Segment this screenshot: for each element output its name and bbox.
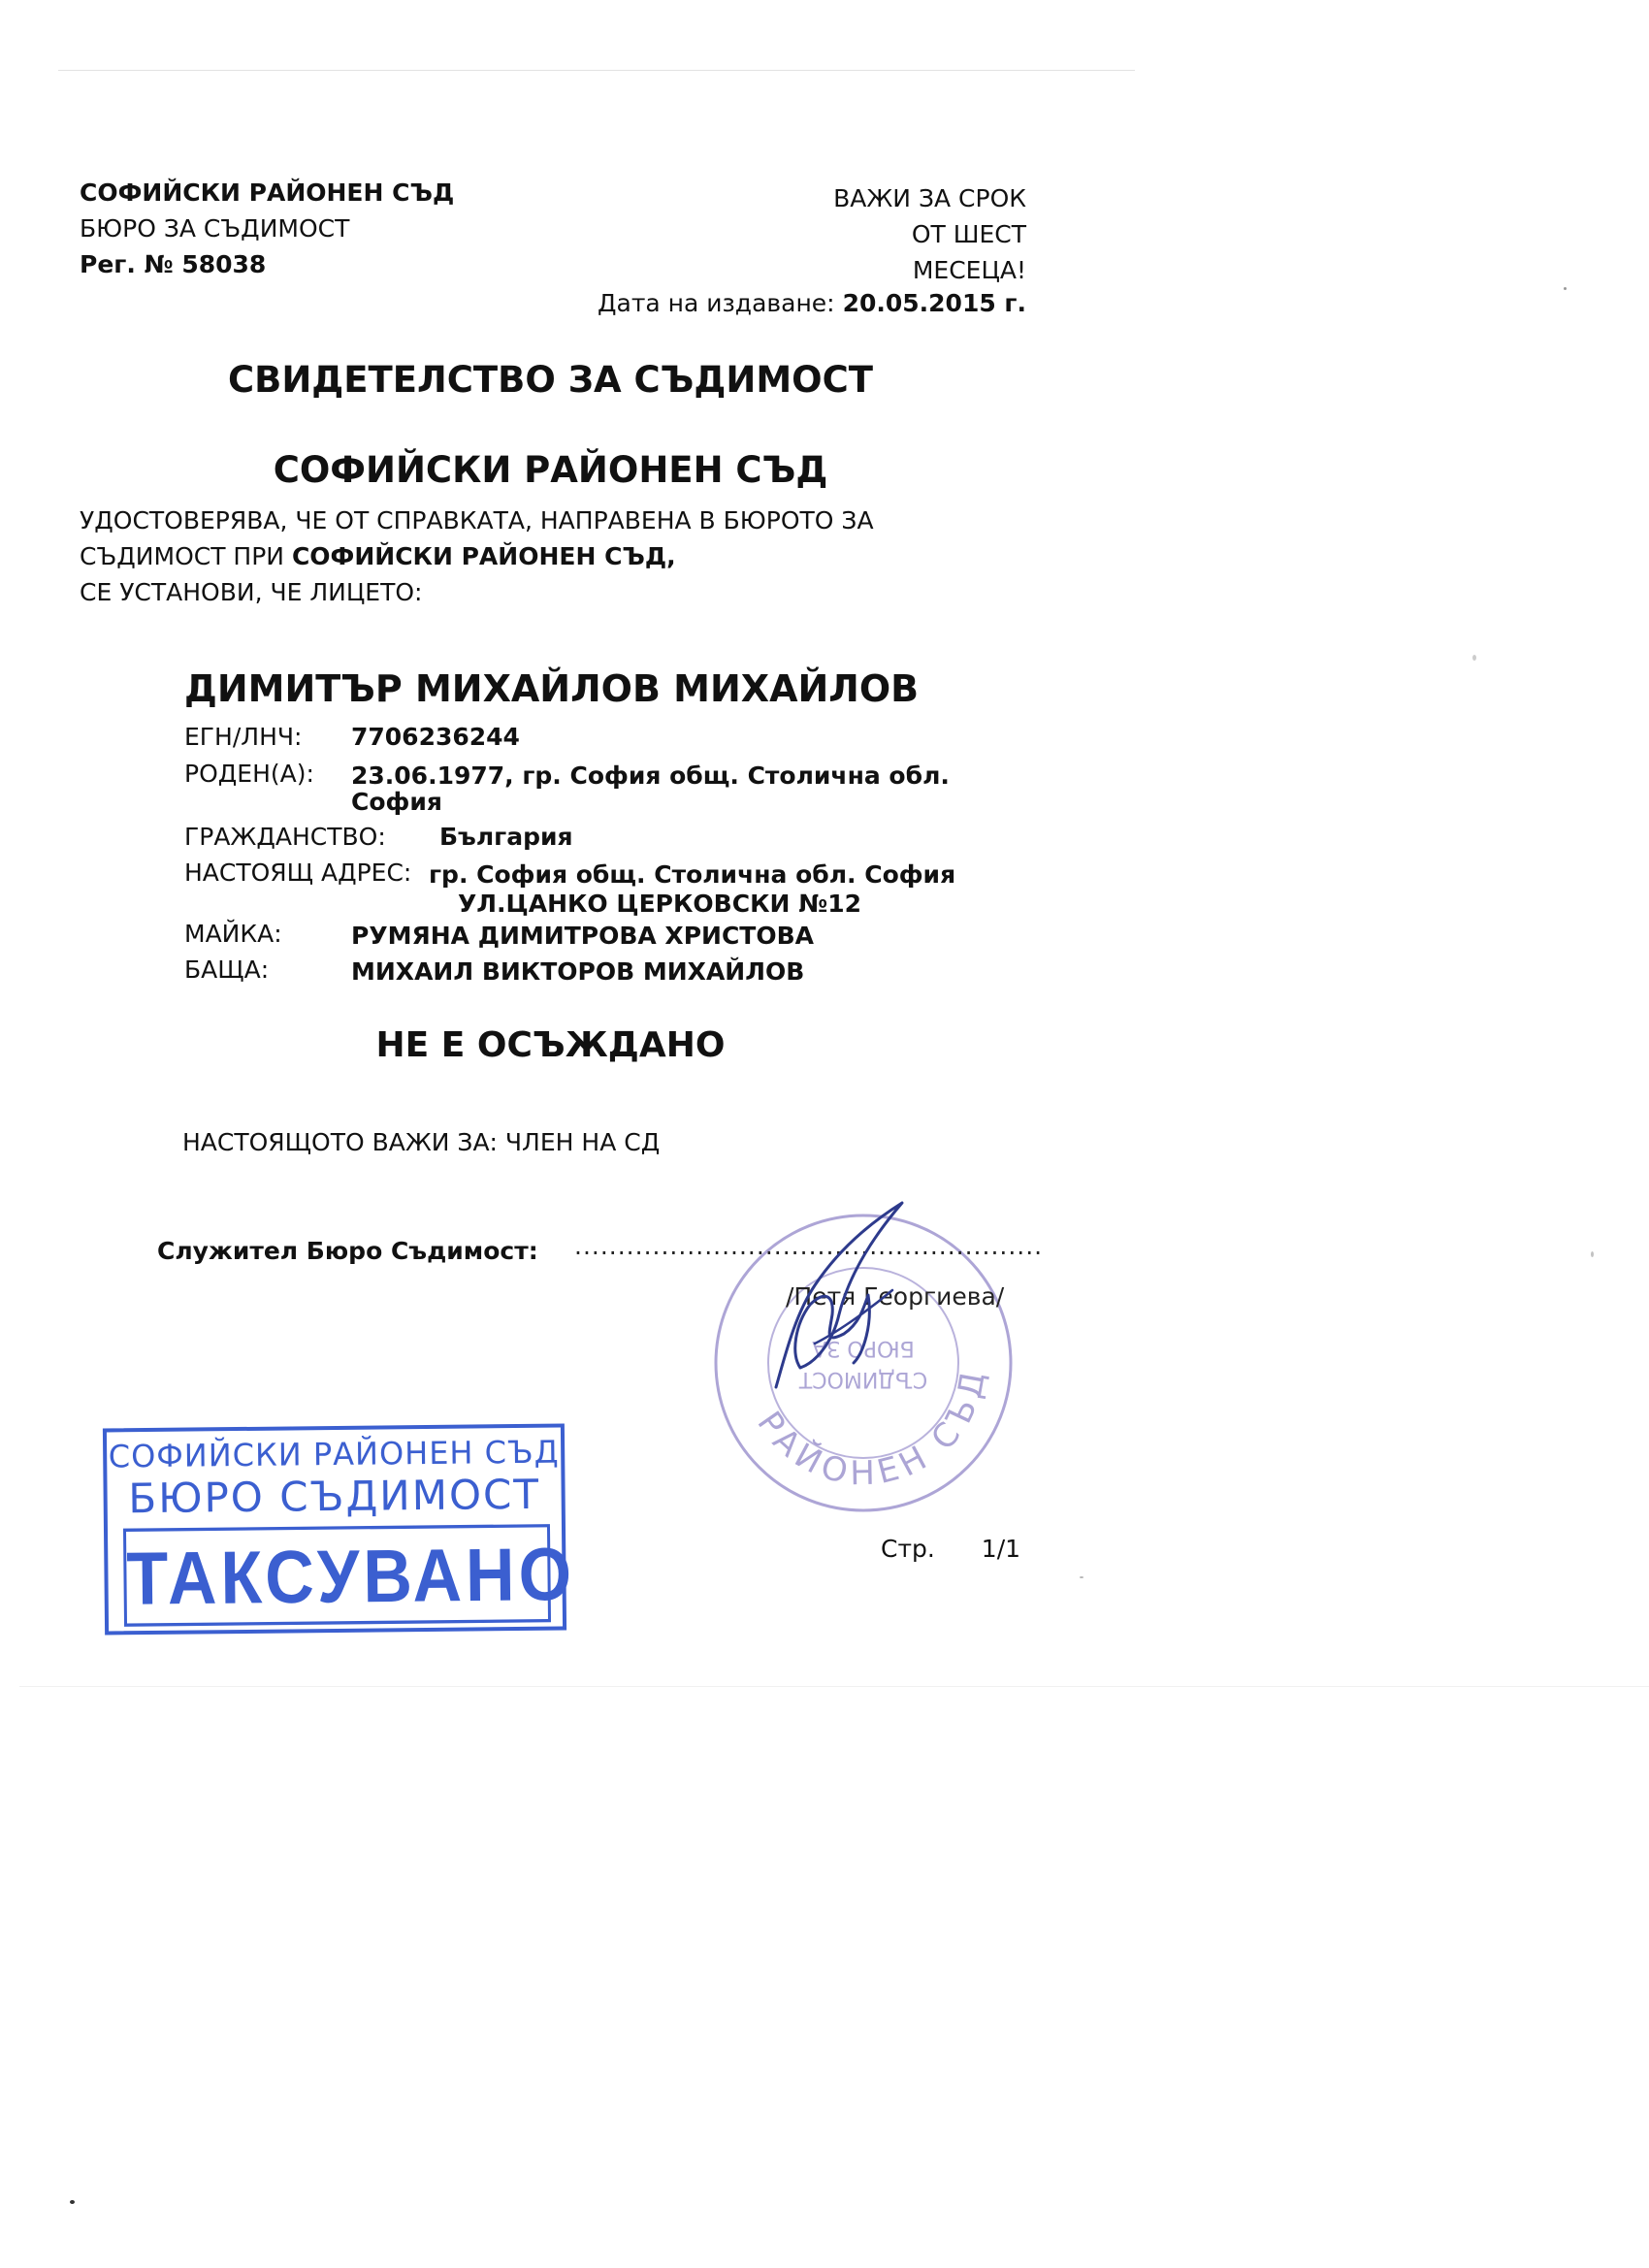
stamp-bureau: БЮРО СЪДИМОСТ <box>128 1470 541 1523</box>
scan-speck <box>1080 1576 1083 1578</box>
father-value: МИХАИЛ ВИКТОРОВ МИХАЙЛОВ <box>351 957 805 986</box>
scan-speck <box>1591 1251 1594 1257</box>
certification-text <box>80 502 874 610</box>
certification-line: СЕ УСТАНОВИ, ЧЕ ЛИЦЕТО: <box>80 578 423 606</box>
validity-line: ВАЖИ ЗА СРОК <box>833 184 1026 212</box>
issue-date <box>598 289 1026 317</box>
clerk-label: Служител Бюро Съдимост: <box>157 1237 538 1265</box>
page-label: Стр. <box>881 1535 935 1563</box>
certification-prefix: СЪДИМОСТ ПРИ <box>80 542 292 570</box>
address-value: гр. София общ. Столична обл. София <box>429 860 956 889</box>
court-name: СОФИЙСКИ РАЙОНЕН СЪД <box>273 449 828 491</box>
handwritten-signature <box>757 1198 931 1392</box>
stamp-taxed: ТАКСУВАНО <box>123 1524 551 1627</box>
seal-inner-text: БЮРО ЗА <box>812 1336 915 1360</box>
seal-inner-text: СЪДИМОСТ <box>798 1367 928 1391</box>
person-name: ДИМИТЪР МИХАЙЛОВ МИХАЙЛОВ <box>184 667 920 710</box>
registration-number: Рег. № 58038 <box>80 250 267 278</box>
citizenship-value: България <box>439 823 573 851</box>
certification-line <box>80 538 874 574</box>
verdict: НЕ Е ОСЪЖДАНО <box>375 1025 726 1065</box>
sheet-edge <box>58 70 1135 71</box>
validity-notice <box>833 180 1026 288</box>
valid-for: НАСТОЯЩОТО ВАЖИ ЗА: ЧЛЕН НА СД <box>182 1128 661 1156</box>
seal-outer-text: РАЙОНЕН СЪД <box>749 1363 994 1494</box>
scan-speck <box>70 2200 75 2204</box>
certification-court: СОФИЙСКИ РАЙОНЕН СЪД, <box>291 542 676 570</box>
address-label: НАСТОЯЩ АДРЕС: <box>184 859 412 887</box>
scan-speck <box>1472 655 1476 661</box>
egn-label: ЕГН/ЛНЧ: <box>184 723 303 751</box>
issuer-block <box>80 175 454 282</box>
citizenship-label: ГРАЖДАНСТВО: <box>184 823 386 851</box>
issue-date-value: 20.05.2015 г. <box>842 289 1026 317</box>
signature-line: ...................................................... <box>574 1232 1044 1260</box>
issue-date-label: Дата на издаване: <box>597 289 835 317</box>
born-value-continued: София <box>351 788 442 816</box>
clerk-name: /Петя Георгиева/ <box>786 1282 1005 1311</box>
sheet-edge <box>19 1686 1649 1687</box>
born-label: РОДЕН(А): <box>184 760 314 788</box>
page-number <box>881 1535 1020 1563</box>
page-value: 1/1 <box>981 1535 1021 1563</box>
address-value-continued: УЛ.ЦАНКО ЦЕРКОВСКИ №12 <box>458 890 862 918</box>
issuer-court: СОФИЙСКИ РАЙОНЕН СЪД <box>80 178 455 207</box>
fee-paid-stamp <box>103 1424 576 1636</box>
mother-value: РУМЯНА ДИМИТРОВА ХРИСТОВА <box>351 922 815 950</box>
certification-line: УДОСТОВЕРЯВА, ЧЕ ОТ СПРАВКАТА, НАПРАВЕНА В БЮРОТО ЗА <box>80 506 874 535</box>
mother-label: МАЙКА: <box>184 920 282 948</box>
egn-value: 7706236244 <box>351 723 520 751</box>
validity-line: ОТ ШЕСТ <box>911 220 1026 248</box>
document-title: СВИДЕТЕЛСТВО ЗА СЪДИМОСТ <box>227 359 874 401</box>
father-label: БАЩА: <box>184 956 270 984</box>
issuer-bureau: БЮРО ЗА СЪДИМОСТ <box>80 214 350 243</box>
validity-line: МЕСЕЦА! <box>912 256 1026 284</box>
scan-speck <box>1564 287 1567 290</box>
stamp-court: СОФИЙСКИ РАЙОНЕН СЪД <box>108 1433 560 1475</box>
born-value: 23.06.1977, гр. София общ. Столична обл. <box>351 761 950 790</box>
